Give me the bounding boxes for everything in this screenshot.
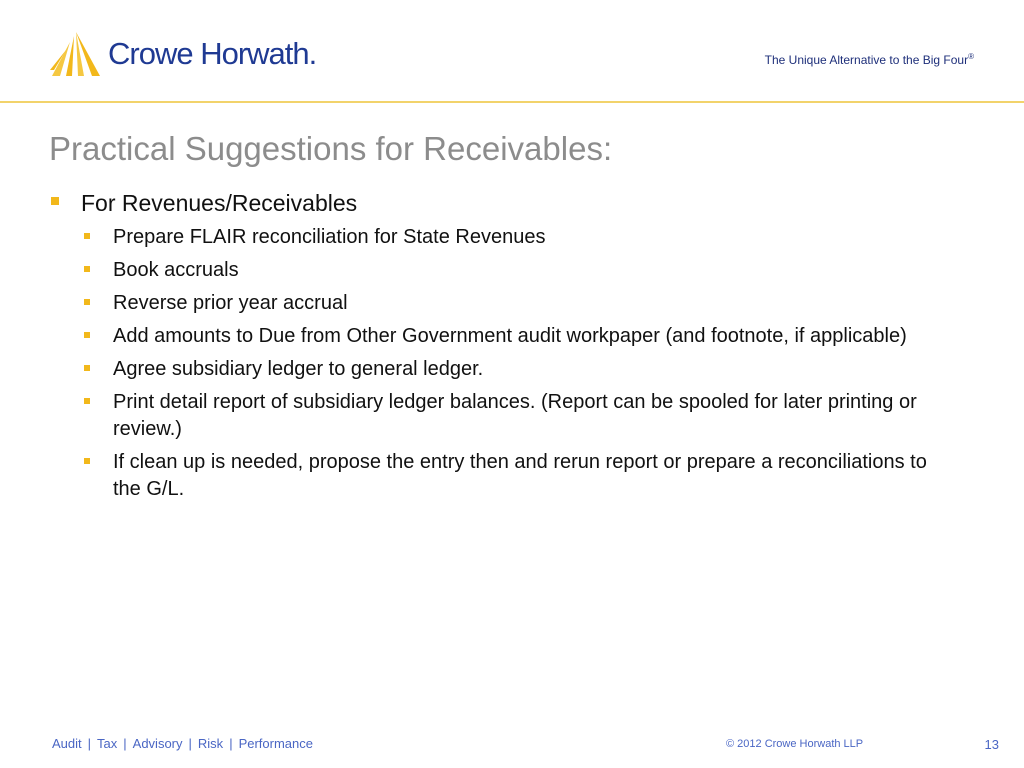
logo-wordmark: Crowe Horwath.: [108, 36, 317, 71]
sub-bullet-item: [50, 224, 933, 251]
footer-separator: |: [123, 736, 127, 751]
sub-bullet-text: Print detail report of subsidiary ledger balances. (Report can be spooled for later printing or review.): [113, 391, 917, 440]
sub-bullet-item: [50, 389, 933, 443]
bullet-level1-label: For Revenues/Receivables: [81, 190, 358, 216]
footer-item-tax: Tax: [97, 736, 118, 751]
sub-bullet-text: Reverse prior year accrual: [113, 292, 348, 314]
tagline: [765, 52, 974, 67]
square-bullet-icon: [84, 458, 90, 464]
square-bullet-icon: [84, 398, 90, 404]
sub-bullet-text: Agree subsidiary ledger to general ledger.: [113, 358, 484, 380]
sub-bullet-item: [50, 323, 933, 350]
footer-service-lines: [52, 736, 313, 751]
header-divider: [0, 101, 1024, 103]
sub-bullet-item: [50, 356, 933, 383]
sub-bullet-text: Book accruals: [113, 259, 239, 281]
square-bullet-icon: [84, 266, 90, 272]
sub-bullet-text: Prepare FLAIR reconciliation for State Revenues: [113, 226, 546, 248]
crowe-horwath-logo: [48, 30, 318, 82]
square-bullet-icon: [84, 365, 90, 371]
sub-bullet-text: If clean up is needed, propose the entry then and rerun report or prepare a reconciliations to the G/L.: [113, 451, 927, 500]
sunburst-logo-icon: [48, 30, 102, 80]
sub-bullet-item: [50, 257, 933, 284]
footer-separator: |: [229, 736, 233, 751]
sub-bullet-list: [50, 224, 950, 503]
registered-mark: ®: [968, 52, 974, 61]
footer-separator: |: [87, 736, 92, 751]
square-bullet-icon: [84, 233, 90, 239]
tagline-text: The Unique Alternative to the Big Four: [764, 53, 969, 67]
bullet-level1: [50, 188, 950, 218]
footer-item-audit: Audit: [52, 736, 82, 751]
slide-title: Practical Suggestions for Receivables:: [49, 130, 613, 167]
footer-item-performance: Performance: [238, 736, 313, 751]
sub-bullet-item: [50, 290, 933, 317]
square-bullet-icon: [84, 332, 90, 338]
sub-bullet-text: Add amounts to Due from Other Government audit workpaper (and footnote, if applicable): [113, 325, 907, 347]
footer-copyright: © 2012 Crowe Horwath LLP: [726, 738, 864, 750]
footer-item-advisory: Advisory: [132, 736, 183, 751]
footer-separator: |: [188, 736, 192, 751]
square-bullet-icon: [84, 299, 90, 305]
page-number: 13: [984, 737, 999, 752]
square-bullet-icon: [51, 197, 59, 205]
slide-content: [50, 188, 950, 509]
footer-item-risk: Risk: [197, 736, 224, 751]
sub-bullet-item: [50, 449, 933, 503]
